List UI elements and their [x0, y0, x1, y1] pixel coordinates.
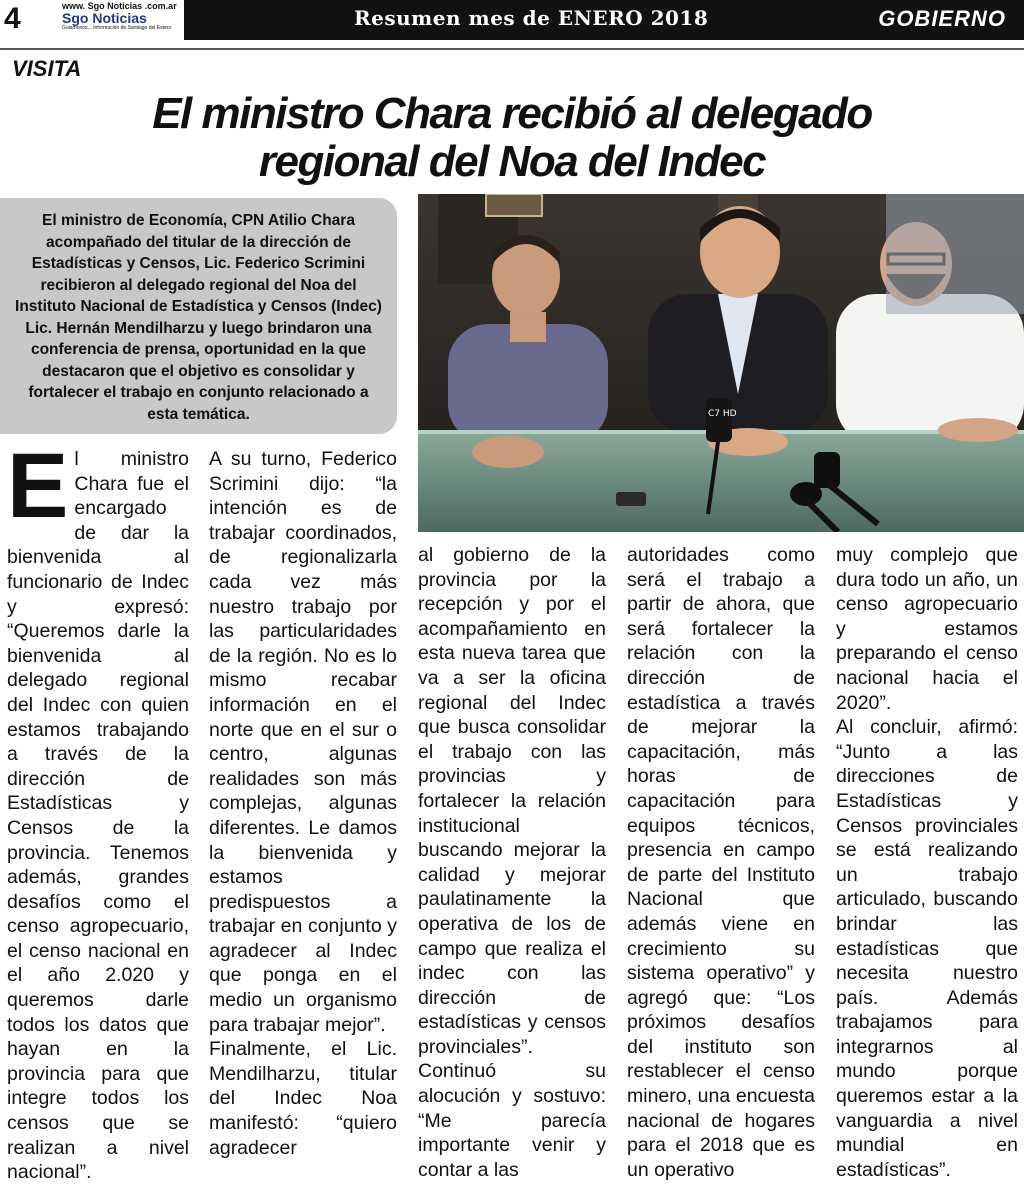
- drop-cap: E: [7, 435, 69, 537]
- edition-title: Resumen mes de ENERO 2018: [354, 6, 709, 30]
- press-conference-photo: [418, 194, 1024, 532]
- page-number: 4: [4, 2, 21, 35]
- paragraph: l ministro Chara fue el encargado de dar la bienvenida al funcionario de Indec y expresó: “Queremos darle la bienvenida al delegado regional del Indec con quien estamos trabajando a través de la dirección de Estadísticas y Censos de la provincia. Tenemos además, grandes desafíos como el censo agropecuario, el censo nacional en el año 2.020 y queremos darle todos los datos que hayan en la provincia para que integre todos los censos que se realizan a nivel nacional”.: [7, 448, 189, 1184]
- logo-tagline: Guiamonos... Información de Santiago del Estero: [62, 25, 172, 31]
- logo-url: www. Sgo Noticias .com.ar: [62, 1, 177, 11]
- article-headline: El ministro Chara recibió al delegado regional del Noa del Indec: [152, 89, 872, 186]
- logo-wordmark: Sgo Noticias: [62, 10, 147, 26]
- paragraph: Finalmente, el Lic. Mendilharzu, titular del Indec Noa manifestó: “quiero agradecer: [209, 1038, 397, 1159]
- header-divider: [0, 48, 1024, 50]
- header-bar: [184, 0, 1024, 40]
- article-photo: [418, 194, 1024, 532]
- page-header: [0, 0, 1024, 42]
- article-kicker: VISITA: [12, 56, 82, 81]
- paragraph: Continuó su alocución y sostuvo: “Me parecía importante venir y contar a las: [418, 1060, 606, 1181]
- paragraph: Al concluir, afirmó: “Junto a las direcciones de Estadísticas y Censos provinciales se está realizando un trabajo articulado, buscando brindar las estadísticas que necesita nuestro país. Además trabajamos para integrarnos al mundo porque queremos estar a la vanguardia a nivel mundial en estadísticas”.: [836, 716, 1018, 1181]
- article-column-3: [418, 543, 606, 1182]
- section-label: GOBIERNO: [878, 6, 1006, 31]
- article-column-2: [209, 447, 397, 1160]
- article-column-1: [7, 435, 189, 1185]
- paragraph: A su turno, Federico Scrimini dijo: “la intención es de trabajar coordinados, de regionalizarla cada vez más nuestro trabajo por las particularidades de la región. No es lo mismo recabar información en el norte que en el sur o centro, algunas realidades son más complejas, algunas diferentes. Le damos la bienvenida y estamos predispuestos a trabajar en conjunto y agradecer al Indec que ponga en el medio un organismo para trabajar mejor”.: [209, 448, 397, 1036]
- paragraph: al gobierno de la provincia por la recepción y por el acompañamiento en esta nueva tarea que va a ser la oficina regional del Indec que busca consolidar el trabajo con las provincias y fortalecer la relación institucional buscando mejorar la calidad y mejorar paulatinamente la operativa de los de campo que realiza el indec con las dirección de estadísticas y censos provinciales”.: [418, 544, 606, 1058]
- paragraph: muy complejo que dura todo un año, un censo agropecuario y estamos preparando el censo nacional hacia el 2020”.: [836, 544, 1018, 714]
- article-summary: El ministro de Economía, CPN Atilio Chara acompañado del titular de la dirección de Estadísticas y Censos, Lic. Federico Scrimini recibieron al delegado regional del Noa del Instituto Nacional de Estadística y Censos (Indec) Lic. Hernán Mendilharzu y luego brindaron una conferencia de prensa, oportunidad en la que destacaron que el objetivo es consolidar y fortalecer el trabajo en conjunto relacionado a esta temática.: [0, 198, 397, 434]
- article-column-5: [836, 543, 1018, 1182]
- article-column-4: [627, 543, 815, 1182]
- mic-label: C7 HD: [708, 409, 737, 419]
- sgo-noticias-logo[interactable]: [62, 2, 184, 40]
- paragraph: autoridades como será el trabajo a partir de ahora, que será fortalecer la relación con la dirección de estadística a través de mejorar la capacitación, más horas de capacitación para equipos técnicos, presencia en campo de parte del Instituto Nacional que además viene en crecimiento su sistema operativo” y agregó que: “Los próximos desafíos del instituto son restablecer el censo minero, una encuesta nacional de hogares para el 2018 que es un operativo: [627, 544, 815, 1181]
